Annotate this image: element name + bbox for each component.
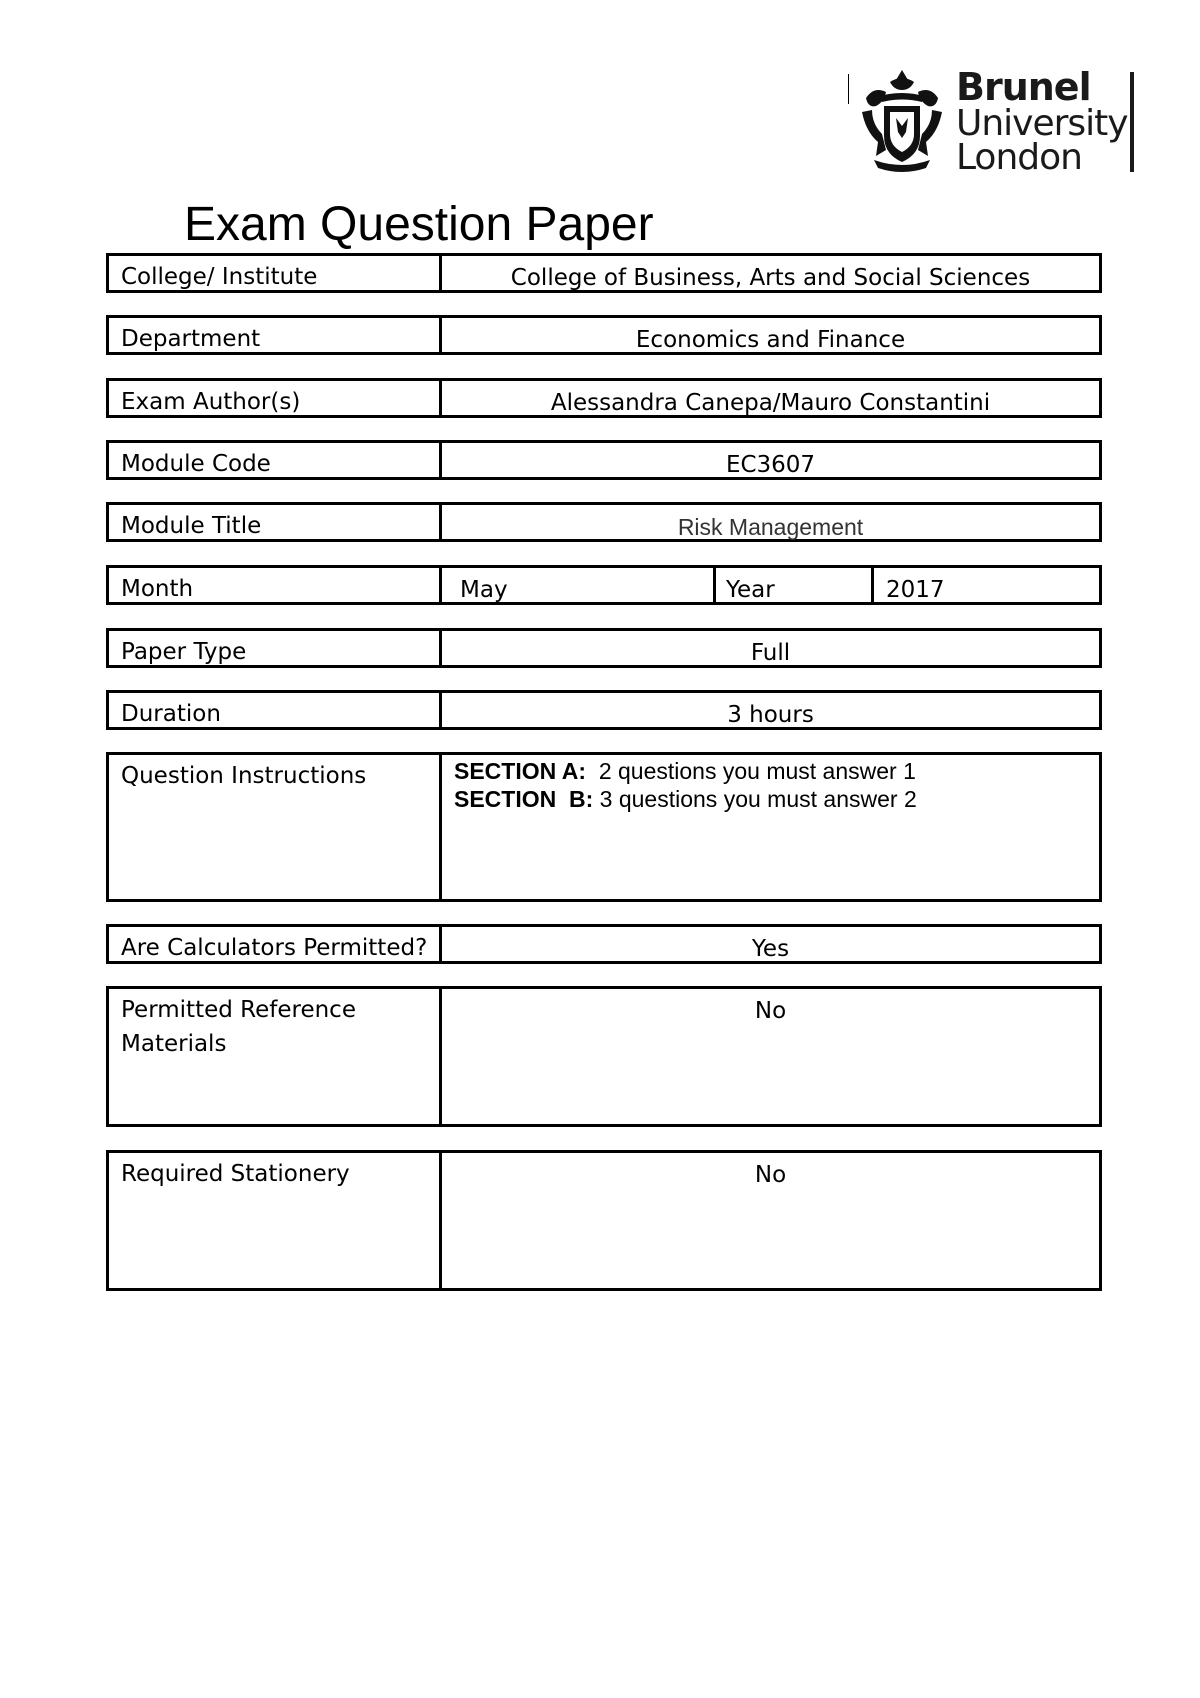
paper-type-value: Full [750,640,791,666]
author-value: Alessandra Canepa/Mauro Constantini [550,390,991,416]
logo-divider-right [1130,72,1134,172]
crest-icon [856,68,948,174]
department-value: Economics and Finance [635,327,906,353]
section-a-text: 2 questions you must answer 1 [598,758,916,784]
department-label: Department [109,318,442,352]
row-paper-type [106,628,1102,668]
duration-label: Duration [109,693,442,727]
row-instructions [106,752,1102,902]
reference-value: No [754,998,787,1024]
row-stationery [106,1150,1102,1291]
month-label: Month [109,568,442,602]
logo-word-brunel: Brunel [956,65,1091,109]
row-college [106,253,1102,293]
year-label: Year [716,568,874,602]
instructions-label: Question Instructions [109,755,442,899]
calculators-label: Are Calculators Permitted? [109,927,442,961]
year-value: 2017 [886,577,945,603]
logo-word-london: London [956,137,1082,178]
section-b-text: 3 questions you must answer 2 [599,786,917,812]
module-code-label: Module Code [109,443,442,477]
row-module-code [106,440,1102,480]
stationery-label: Required Stationery [109,1153,442,1288]
section-a-label: SECTION A: [454,758,587,784]
row-duration [106,690,1102,730]
calculators-value: Yes [751,936,790,962]
logo-word-university: University [956,103,1128,144]
section-a-line [454,757,1087,785]
author-label: Exam Author(s) [109,381,442,415]
paper-type-label: Paper Type [109,631,442,665]
module-title-value: Risk Management [677,514,864,540]
month-value: May [442,568,716,602]
section-b-line [454,785,1087,813]
instructions-value [442,755,1099,899]
stationery-value: No [754,1162,787,1188]
module-code-value: EC3607 [725,452,816,478]
page-title: Exam Question Paper [184,198,654,251]
module-title-label: Module Title [109,505,442,539]
row-department [106,315,1102,355]
logo-divider-left [848,74,849,104]
college-value: College of Business, Arts and Social Sciences [510,265,1031,291]
college-label: College/ Institute [109,256,442,290]
row-reference [106,986,1102,1127]
row-author [106,378,1102,418]
duration-value: 3 hours [727,702,814,728]
row-calculators [106,924,1102,964]
row-module-title [106,502,1102,542]
section-b-label: SECTION B: [454,786,594,812]
reference-label: Permitted Reference Materials [109,989,442,1124]
row-month-year [106,565,1102,605]
university-logo [848,66,1134,176]
